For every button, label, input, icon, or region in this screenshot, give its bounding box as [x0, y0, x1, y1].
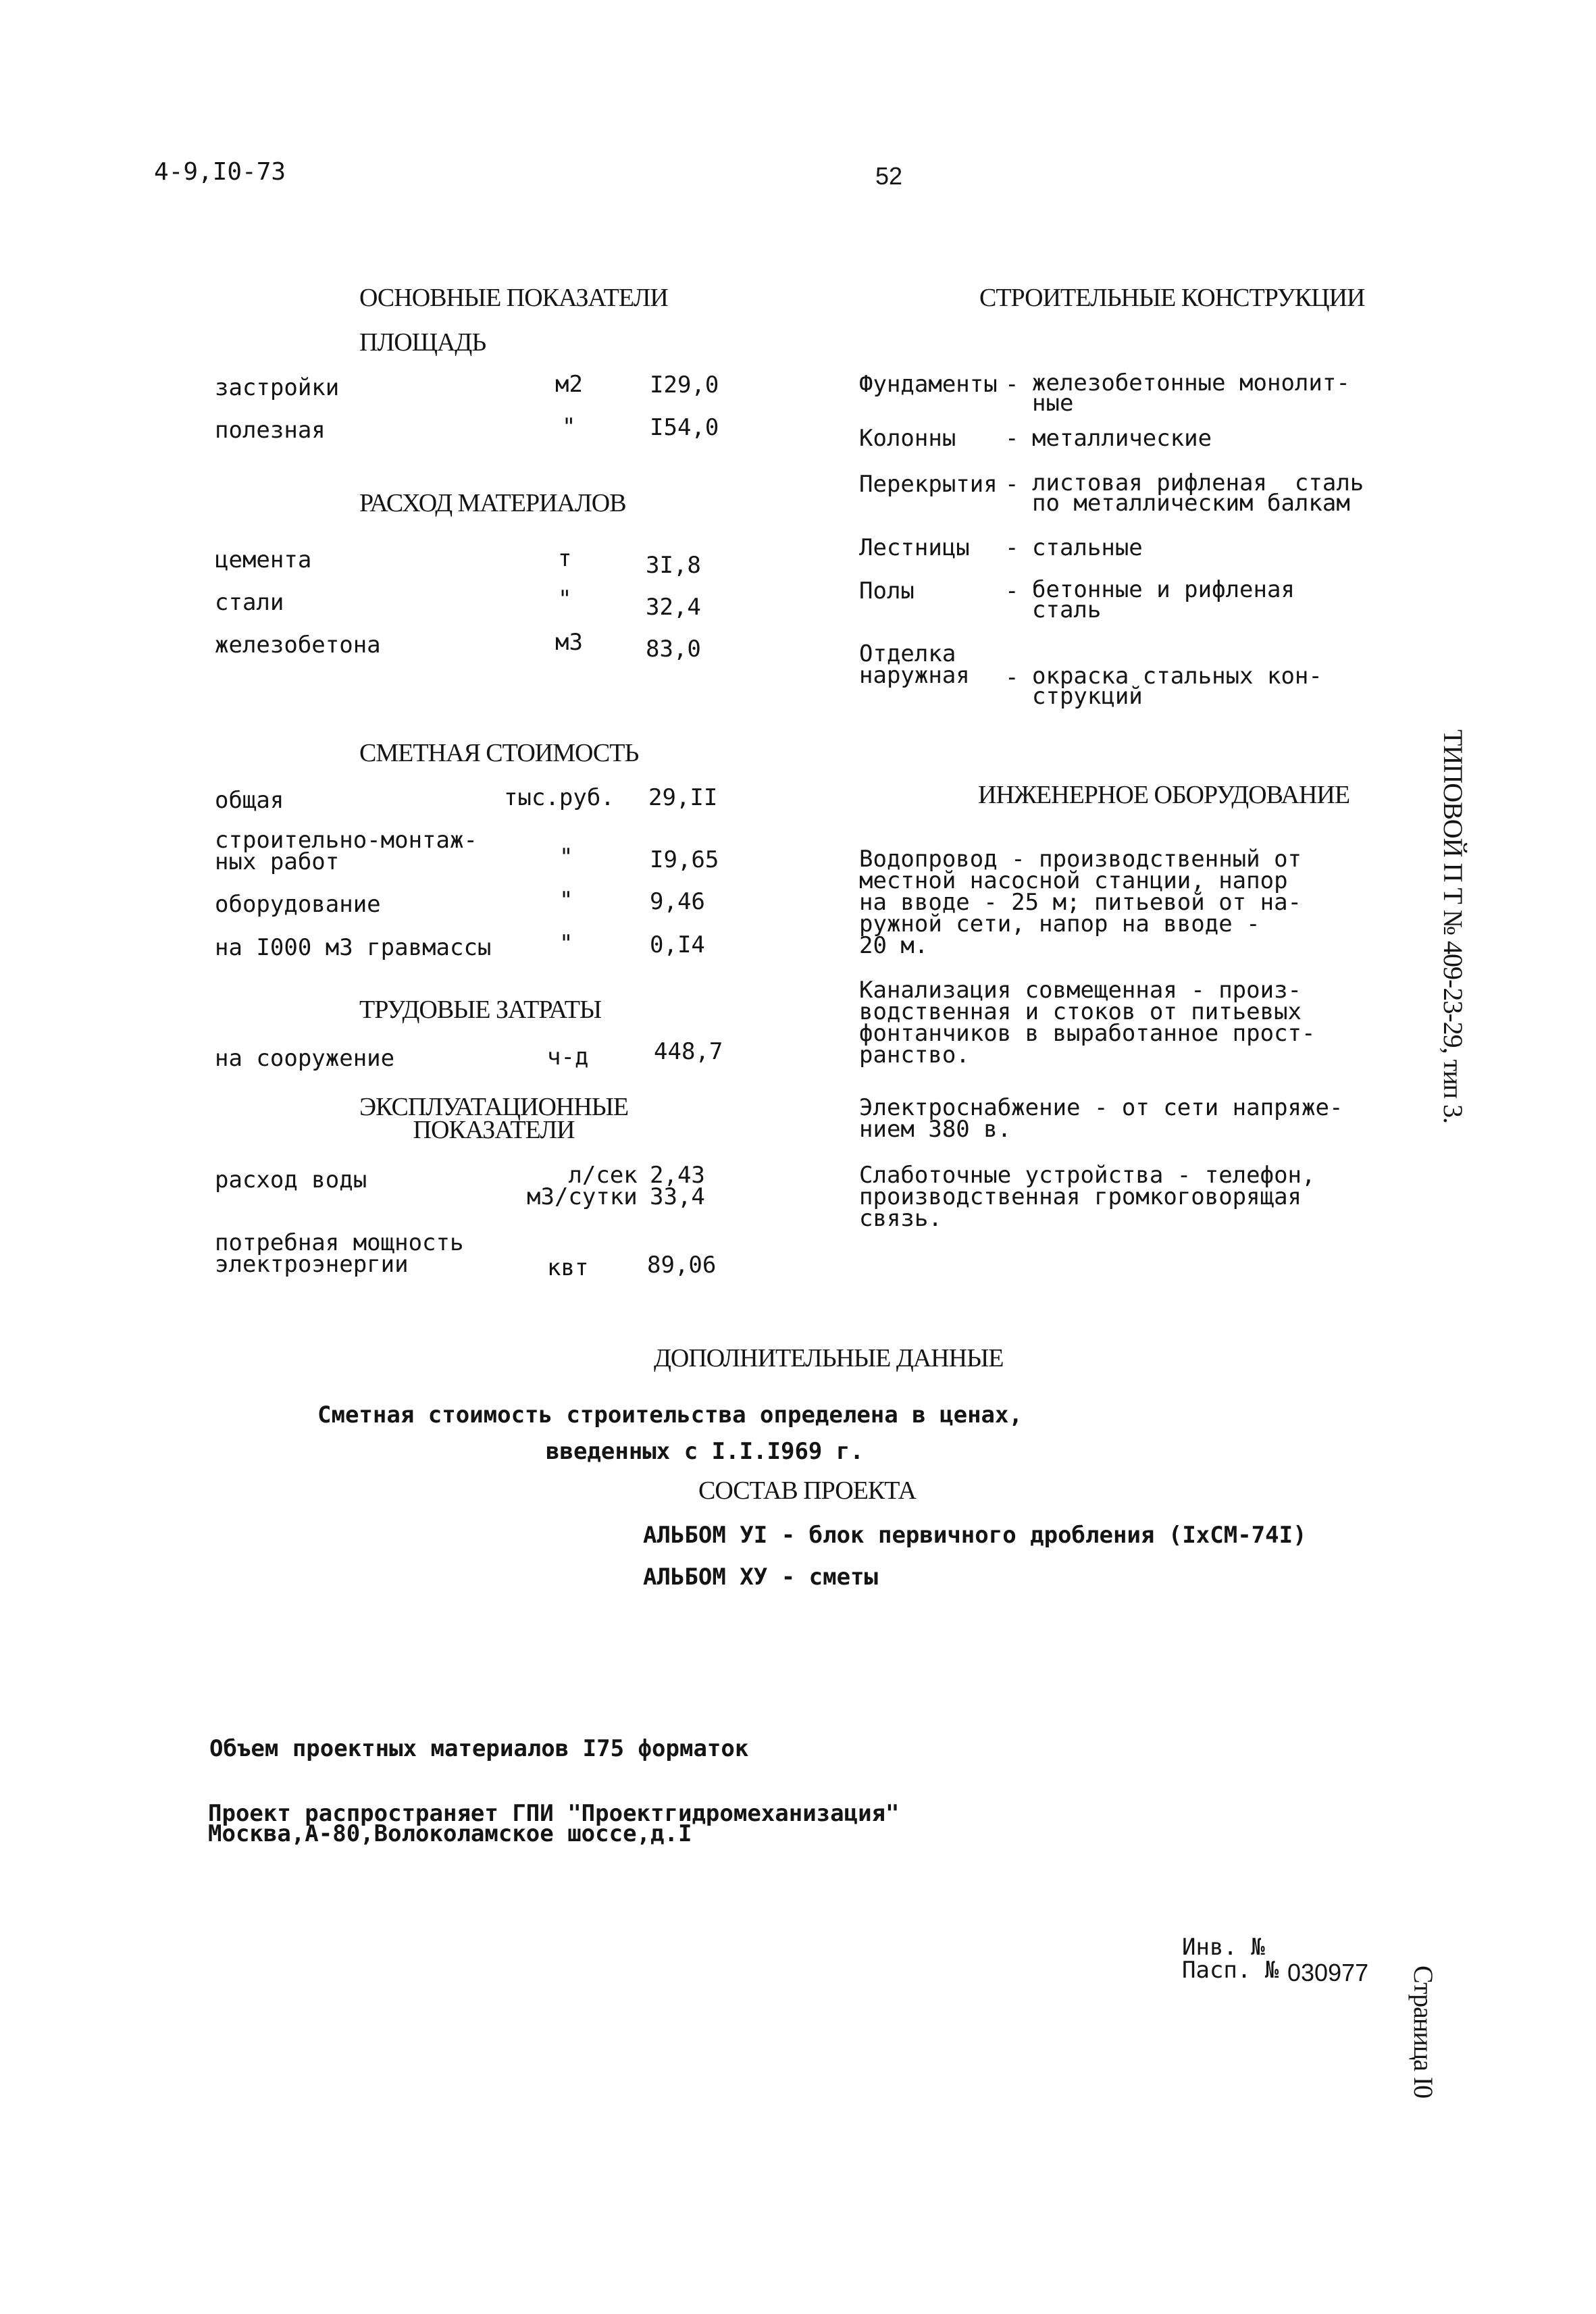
row-unit: м2 — [555, 371, 583, 398]
item-name: Лестницы — [859, 534, 970, 561]
operational-heading: ЭКСПЛУАТАЦИОННЫЕ ПОКАЗАТЕЛИ — [359, 1093, 629, 1144]
item-description: окраска стальных кон- струкций — [1032, 663, 1322, 710]
passport-label: Пасп. № — [1182, 1957, 1279, 1984]
row-label: расход воды — [215, 1166, 367, 1193]
item-description: стальные — [1032, 534, 1143, 561]
labor-heading: ТРУДОВЫЕ ЗАТРАТЫ — [359, 996, 602, 1024]
composition-title: СОСТАВ ПРОЕКТА — [698, 1476, 917, 1505]
item-dash: - — [1005, 534, 1019, 561]
album-15-line: АЛЬБОМ ХУ - сметы — [643, 1564, 878, 1591]
water-supply-text: Водопровод - производственный от местной насосной станции, напор на вводе - 25 м; питьевой от на- ружной сети, напор на вводе - 20 м. — [859, 846, 1302, 959]
row-value: 9,46 — [650, 888, 705, 915]
item-dash: - — [1005, 664, 1019, 691]
row-unit: " — [562, 413, 576, 440]
album-6-line: АЛЬБОМ УI - блок первичного дробления (IхСМ-74I) — [643, 1522, 1307, 1549]
item-dash: - — [1005, 371, 1019, 398]
row-label: цемента — [215, 546, 312, 573]
item-description: железобетонные монолит- ные — [1032, 369, 1350, 417]
row-value: 0,I4 — [650, 931, 705, 958]
materials-heading: РАСХОД МАТЕРИАЛОВ — [359, 489, 626, 517]
inventory-label: Инв. № — [1182, 1934, 1265, 1961]
row-unit: квт — [547, 1254, 589, 1281]
item-description: металлические — [1032, 425, 1212, 452]
main-indicators-title: ОСНОВНЫЕ ПОКАЗАТЕЛИ — [359, 284, 668, 312]
estimate-note-line2: введенных с I.I.I969 г. — [546, 1438, 864, 1465]
distributor-line1: Проект распространяет ГПИ "Проектгидромеханизация" — [208, 1800, 900, 1827]
row-label: стали — [215, 589, 284, 616]
row-label: застройки — [215, 374, 340, 401]
area-heading: ПЛОЩАДЬ — [359, 328, 486, 357]
row-value: 3I,8 — [646, 552, 701, 579]
item-dash: - — [1005, 471, 1019, 498]
estimate-note-line1: Сметная стоимость строительства определена в ценах, — [317, 1402, 1023, 1429]
materials-volume-text: Объем проектных материалов I75 форматок — [209, 1735, 749, 1762]
item-dash: - — [1005, 577, 1019, 605]
row-value: 32,4 — [646, 594, 701, 621]
row-unit: т — [558, 545, 572, 572]
low-current-text: Слаботочные устройства - телефон, производственная громкоговорящая связь. — [859, 1162, 1316, 1232]
row-label: полезная — [215, 417, 326, 444]
row-label: на сооружение — [215, 1045, 395, 1072]
row-label: общая — [215, 787, 284, 814]
row-unit: л/сек м3/сутки — [527, 1162, 638, 1210]
sewerage-text: Канализация совмещенная - произ- водственная и стоков от питьевых фонтанчиков в выработанное прост- ранство. — [859, 977, 1316, 1069]
item-name: Перекрытия — [859, 471, 998, 498]
row-label: на I000 м3 гравмассы — [215, 934, 492, 961]
row-value: I29,0 — [650, 371, 719, 398]
item-description: листовая рифленая сталь по металлическим балкам — [1032, 469, 1364, 517]
power-supply-text: Электроснабжение - от сети напряже- нием 380 в. — [859, 1094, 1343, 1143]
row-label: железобетона — [215, 632, 381, 659]
row-value: I9,65 — [650, 846, 719, 873]
row-unit: " — [559, 844, 573, 871]
estimate-heading: СМЕТНАЯ СТОИМОСТЬ — [359, 739, 639, 767]
page-label-vertical: Страница I0 — [1408, 1965, 1439, 2099]
distributor-line2: Москва,А-80,Волоколамское шоссе,д.I — [208, 1820, 692, 1847]
row-value: 89,06 — [647, 1252, 717, 1279]
row-value: 448,7 — [654, 1038, 723, 1065]
document-code: 4-9,I0-73 — [154, 158, 286, 186]
row-unit: тыс.руб. — [504, 784, 615, 811]
row-label: оборудование — [215, 891, 381, 918]
row-label: потребная мощность электроэнергии — [215, 1229, 464, 1278]
engineering-title: ИНЖЕНЕРНОЕ ОБОРУДОВАНИЕ — [978, 781, 1350, 809]
row-value: 29,II — [648, 784, 718, 811]
side-type-label: ТИПОВОЙ П Т № 409-23-29, тип 3. — [1438, 729, 1468, 1123]
row-value: 83,0 — [646, 636, 701, 663]
row-unit: м3 — [555, 629, 583, 656]
item-dash: - — [1005, 425, 1019, 452]
row-unit: " — [559, 887, 573, 914]
row-value: I54,0 — [650, 414, 719, 441]
item-name: Отделка наружная — [859, 640, 970, 689]
item-name: Колонны — [859, 425, 956, 452]
item-description: бетонные и рифленая сталь — [1032, 576, 1295, 623]
item-name: Полы — [859, 577, 915, 605]
row-unit: ч-д — [547, 1044, 589, 1071]
row-value: 2,43 33,4 — [650, 1162, 705, 1210]
row-label: строительно-монтаж- ных работ — [215, 827, 478, 875]
item-name: Фундаменты — [859, 371, 998, 398]
additional-data-title: ДОПОЛНИТЕЛЬНЫЕ ДАННЫЕ — [654, 1344, 1004, 1372]
page-number: 52 — [875, 162, 903, 190]
row-unit: " — [559, 930, 573, 957]
passport-number: 030977 — [1287, 1959, 1369, 1986]
row-unit: " — [558, 586, 572, 613]
constructions-title: СТРОИТЕЛЬНЫЕ КОНСТРУКЦИИ — [979, 284, 1365, 312]
